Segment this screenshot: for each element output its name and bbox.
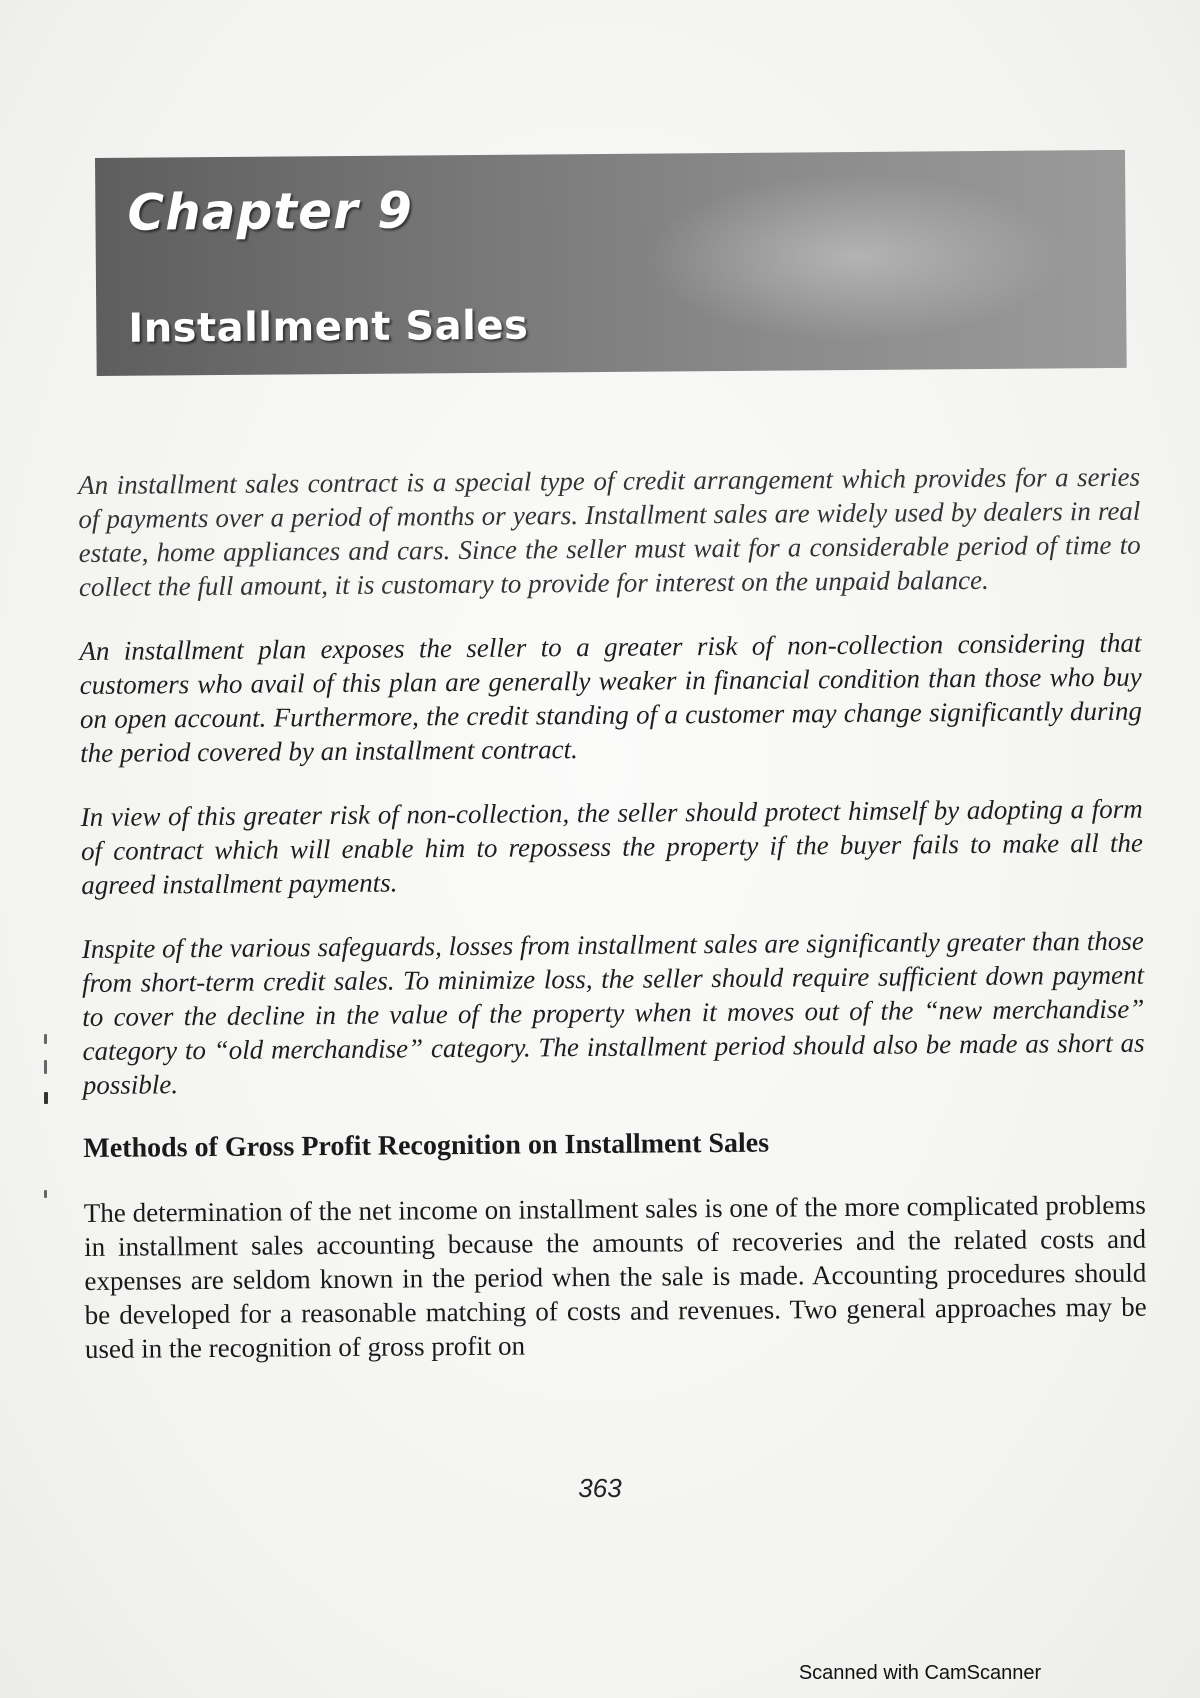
safeguards-paragraph: Inspite of the various safeguards, losses from installment sales are significantly greater than those from short-term credit sales. To minimize loss, the seller should require sufficient down payment to cover the decline in the value of the property when it moves out of the “new merchandise” category to “old merchandise” category. The installment period should also be made as short as possible. bbox=[81, 925, 1145, 1100]
risk-paragraph: An installment plan exposes the seller to a greater risk of non-collection considering that customers who avail of this plan are generally weaker in financial condition than those who buy on open account. Furthermore, the credit standing of a customer may change significantly during the period covered by an installment contract. bbox=[79, 627, 1143, 768]
chapter-title: Installment Sales bbox=[128, 302, 529, 352]
section-heading: Methods of Gross Profit Recognition on Installment Sales bbox=[83, 1127, 770, 1164]
intro-paragraph: An installment sales contract is a special type of credit arrangement which provides for a series of payments over a period of months or years. Installment sales are widely used by dealers in real estate, home appliances and cars. Since the seller must wait for a considerable period of time to collect the full amount, it is customary to provide for interest on the unpaid balance. bbox=[78, 461, 1141, 602]
margin-mark bbox=[44, 1060, 47, 1074]
page-number: 363 bbox=[578, 1473, 622, 1503]
margin-mark bbox=[44, 1190, 47, 1198]
banner-highlight bbox=[645, 170, 1066, 343]
chapter-banner bbox=[95, 150, 1127, 376]
section-paragraph: The determination of the net income on installment sales is one of the more complicated problems in installment sales accounting because the amounts of recoveries and the related costs and expenses are seldom known in the period when the sale is made. Accounting procedures should be developed for a reasonable matching of costs and revenues. Two general approaches may be used in the recognition of gross profit on bbox=[83, 1189, 1147, 1364]
chapter-number: Chapter 9 bbox=[127, 181, 414, 242]
repossession-paragraph: In view of this greater risk of non-collection, the seller should protect himself by adopting a form of contract which will enable him to repossess the property if the buyer fails to make all the agreed installment payments. bbox=[80, 793, 1144, 900]
margin-mark bbox=[44, 1092, 48, 1104]
scanner-watermark: Scanned with CamScanner bbox=[798, 1662, 1042, 1684]
margin-mark bbox=[44, 1034, 47, 1044]
chapter-body bbox=[78, 460, 1147, 1366]
